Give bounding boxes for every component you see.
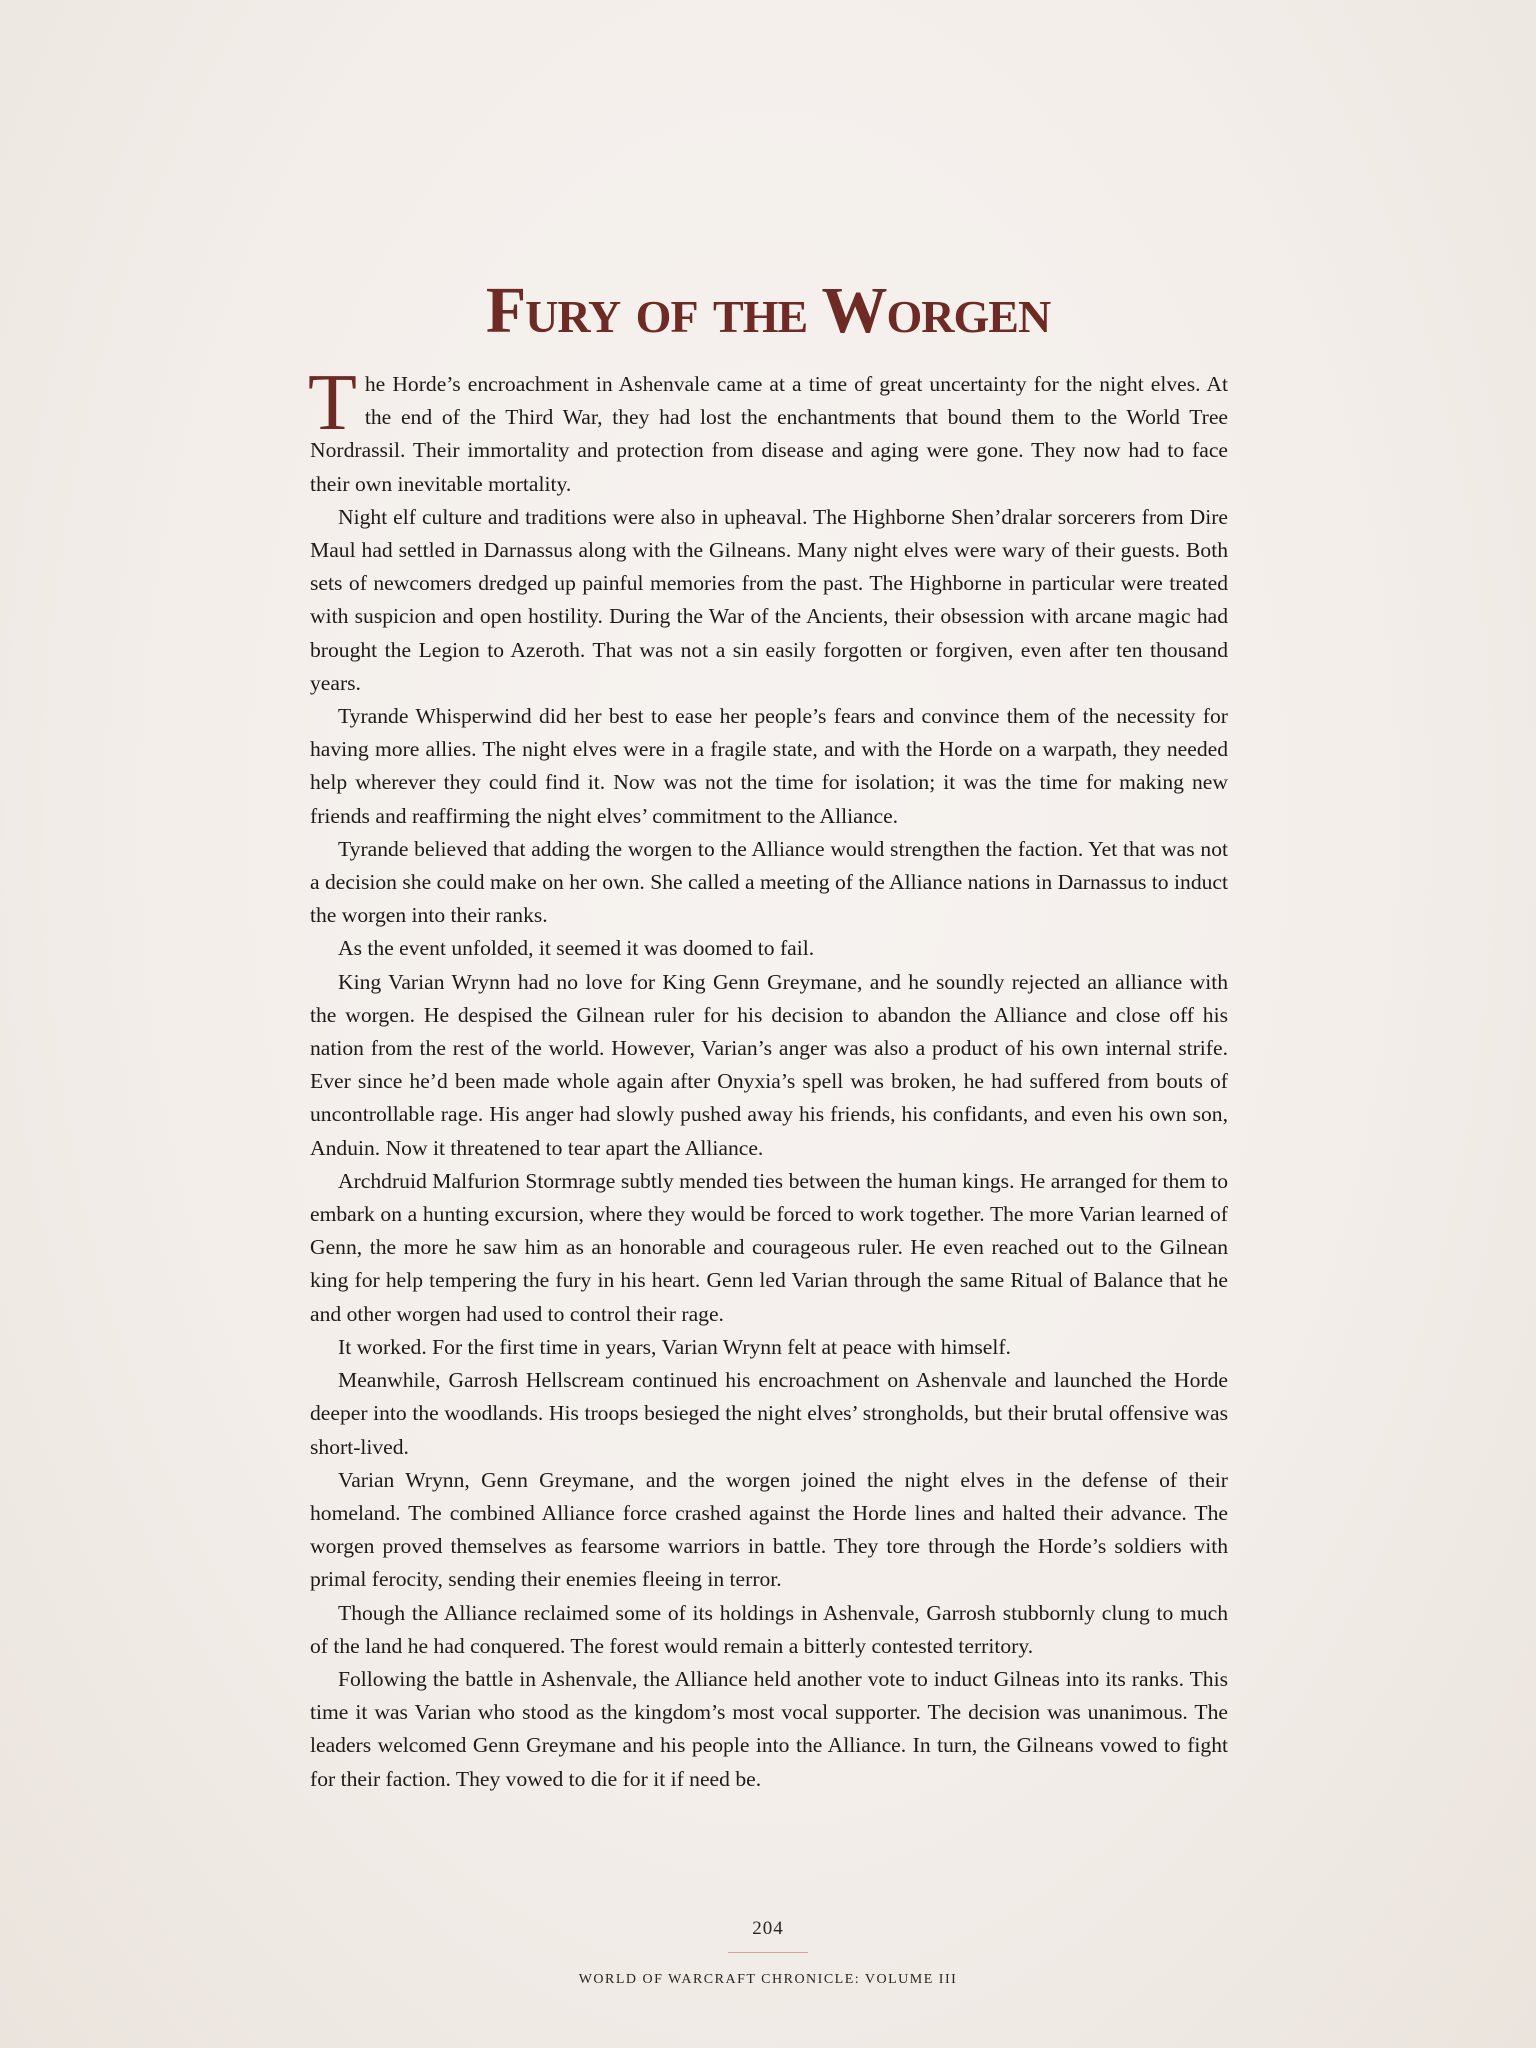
paragraph (308, 359, 1228, 501)
paragraph: As the event unfolded, it seemed it was doomed to fail. (338, 936, 815, 961)
chapter-title: Fury of the Worgen (485, 274, 1051, 347)
paragraph: Varian Wrynn, Genn Greymane, and the worgen joined the night elves in the defense of their homeland. The combined Alliance force crashed against the Horde lines and halted their advance. The worgen proved themselves as fearsome warriors in battle. They tore through the Horde’s soldiers with primal ferocity, sending their enemies fleeing in terror. (310, 1467, 1228, 1592)
running-footer: WORLD OF WARCRAFT CHRONICLE: VOLUME III (578, 1972, 958, 1987)
paragraph: Though the Alliance reclaimed some of its holdings in Ashenvale, Garrosh stubbornly clung to much of the land he had conquered. The forest would remain a bitterly contested territory. (310, 1600, 1228, 1658)
paragraph: Tyrande Whisperwind did her best to ease her people’s fears and convince them of the necessity for having more allies. The night elves were in a fragile state, and with the Horde on a warpath, they needed help wherever they could find it. Now was not the time for isolation; it was the time for making new friends and reaffirming the night elves’ commitment to the Alliance. (310, 704, 1228, 828)
paragraph: Following the battle in Ashenvale, the Alliance held another vote to induct Gilneas into its ranks. This time it was Varian who stood as the kingdom’s most vocal supporter. The decision was unanimous. The leaders welcomed Genn Greymane and his people into the Alliance. In turn, the Gilneans vowed to fight for their faction. They vowed to die for it if need be. (310, 1666, 1228, 1791)
paragraph: It worked. For the first time in years, Varian Wrynn felt at peace with himself. (338, 1334, 1011, 1359)
paragraph: Archdruid Malfurion Stormrage subtly mended ties between the human kings. He arranged for them to embark on a hunting excursion, where they would be forced to work together. The more Varian learned of Genn, the more he saw him as an honorable and courageous ruler. He even reached out to the Gilnean king for help tempering the fury in his heart. Genn led Varian through the same Ritual of Balance that he and other worgen had used to control their rage. (310, 1168, 1228, 1326)
body-text (308, 359, 1228, 1796)
page-number: 204 (752, 1918, 784, 1939)
paragraph-text: he Horde’s encroachment in Ashenvale came at a time of great uncertainty for the night elves. At the end of the Third War, they had lost the enchantments that bound them to the World Tree Nordrassil. Their immortality and protection from disease and aging were gone. They now had to face their own inevitable mortality. (310, 372, 1228, 496)
paragraph: King Varian Wrynn had no love for King Genn Greymane, and he soundly rejected an alliance with the worgen. He despised the Gilnean ruler for his decision to abandon the Alliance and close off his nation from the rest of the world. However, Varian’s anger was also a product of his own internal strife. Ever since he’d been made whole again after Onyxia’s spell was broken, he had suffered from bouts of uncontrollable rage. His anger had slowly pushed away his friends, his confidants, and even his own son, Anduin. Now it threatened to tear apart the Alliance. (310, 969, 1228, 1160)
paragraph: Meanwhile, Garrosh Hellscream continued his encroachment on Ashenvale and launched the Horde deeper into the woodlands. His troops besieged the night elves’ strongholds, but their brutal offensive was short-lived. (310, 1368, 1228, 1459)
paragraph: Night elf culture and traditions were also in upheaval. The Highborne Shen’dralar sorcerers from Dire Maul had settled in Darnassus along with the Gilneans. Many night elves were wary of their guests. Both sets of newcomers dredged up painful memories from the past. The Highborne in particular were treated with suspicion and open hostility. During the War of the Ancients, their obsession with arcane magic had brought the Legion to Azeroth. That was not a sin easily forgotten or forgiven, even after ten thousand years. (310, 504, 1228, 695)
drop-cap: T (308, 359, 357, 447)
footer-divider (728, 1952, 808, 1953)
paragraph: Tyrande believed that adding the worgen to the Alliance would strengthen the faction. Yet that was not a decision she could make on her own. She called a meeting of the Alliance nations in Darnassus to induct the worgen into their ranks. (310, 836, 1228, 928)
